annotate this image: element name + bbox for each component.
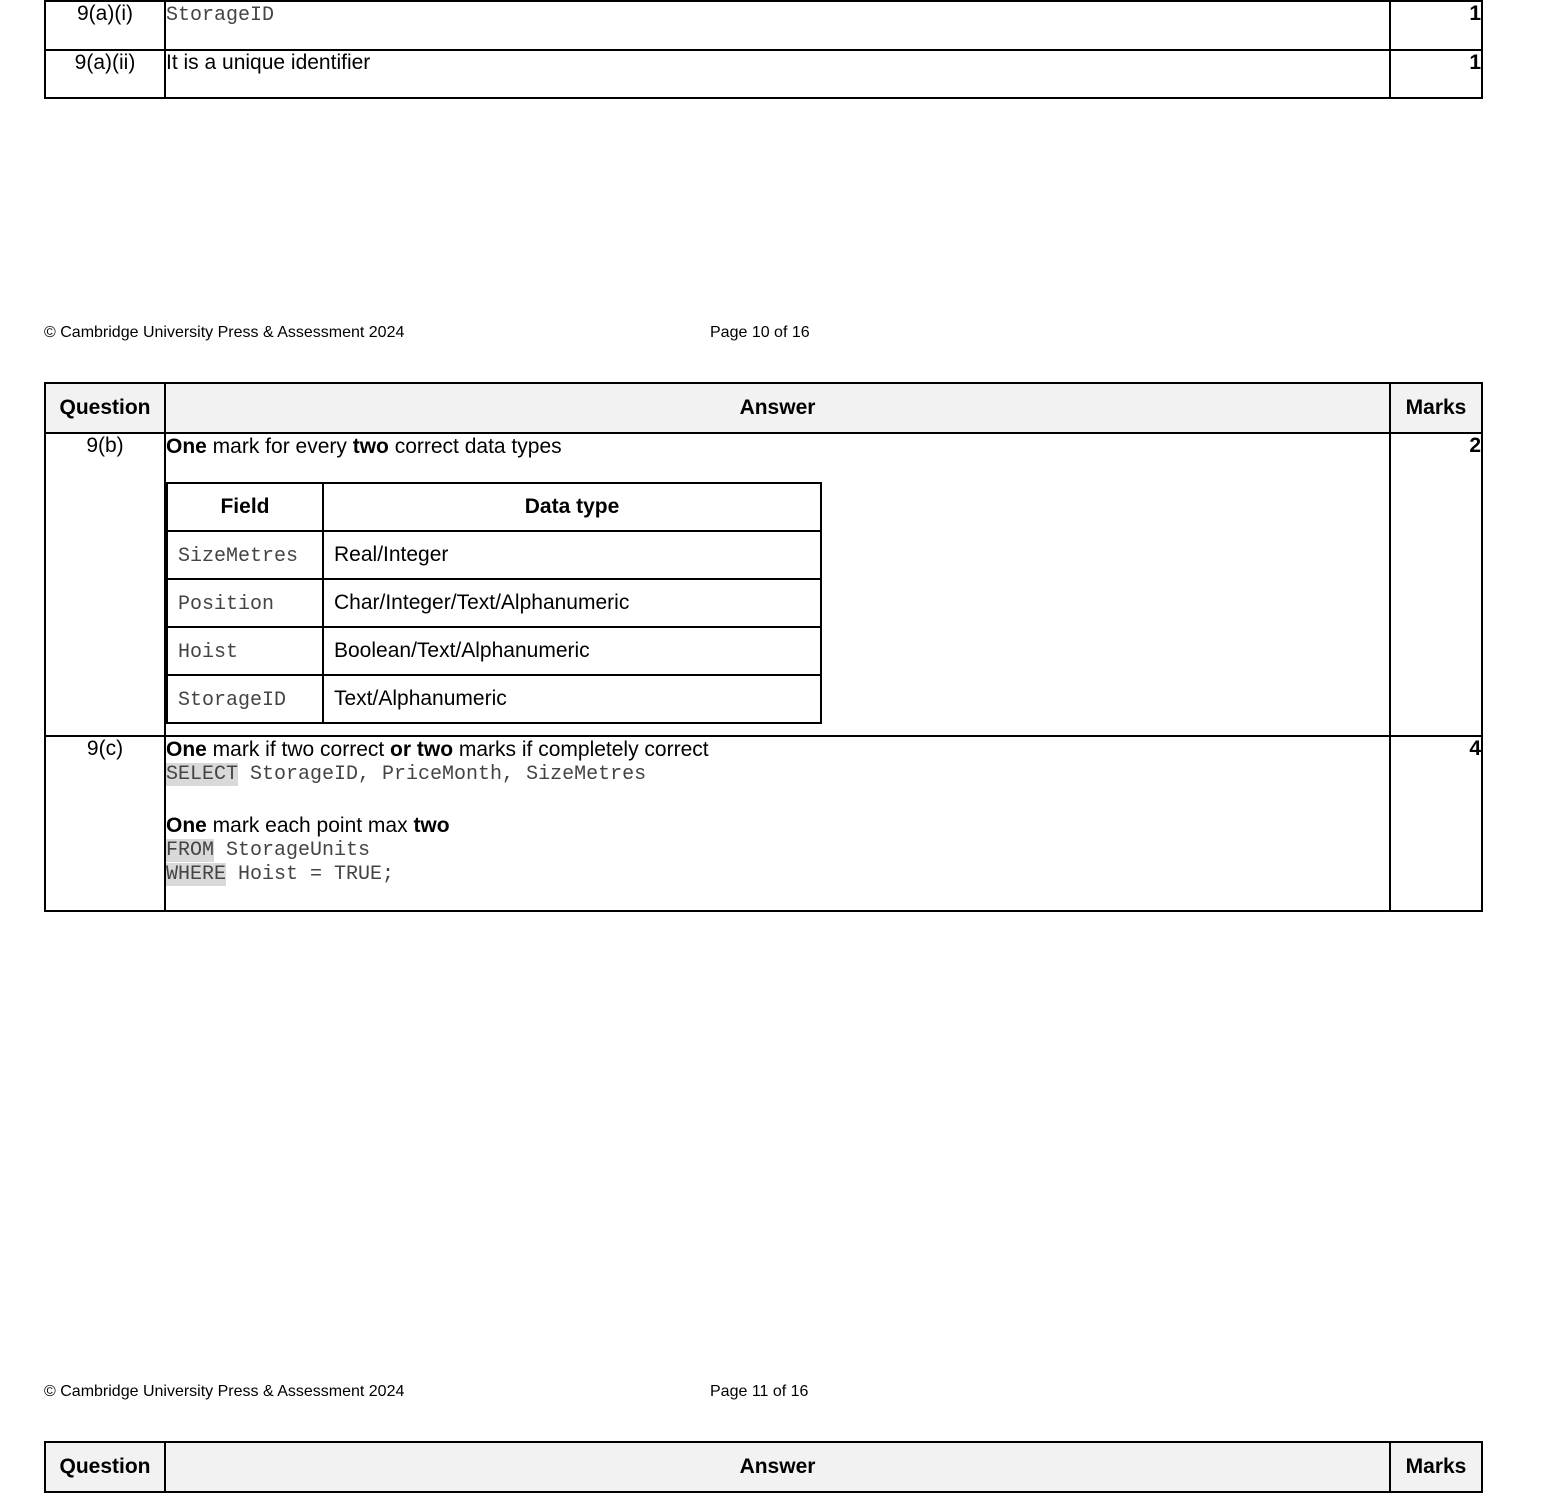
answer-cell [165, 433, 1390, 736]
field-cell [167, 531, 323, 579]
mark-instruction [166, 434, 1389, 460]
sql-text: Hoist = TRUE; [226, 863, 395, 886]
sql-text: StorageUnits [214, 839, 371, 862]
mark-instruction [166, 737, 1389, 763]
table-row [45, 50, 1482, 98]
mark-scheme-table-9b-9c [44, 382, 1483, 912]
table-row-9b [45, 433, 1482, 736]
footer-page-number: Page 11 of 16 [710, 1383, 809, 1400]
marks-cell: 1 [1390, 1, 1482, 50]
data-type-cell: Text/Alphanumeric [323, 675, 821, 723]
field-name: SizeMetres [178, 544, 299, 568]
footer-page-number: Page 10 of 16 [710, 324, 810, 341]
answer-cell [165, 1, 1390, 50]
text: marks if completely correct [453, 738, 709, 761]
bold-text: or two [390, 738, 454, 761]
field-name: StorageID [178, 688, 287, 712]
field-name: Hoist [178, 640, 239, 664]
mark-scheme-table-9a [44, 0, 1483, 99]
bold-text: two [413, 814, 450, 837]
answer-cell: It is a unique identifier [165, 50, 1390, 98]
question-cell: 9(a)(i) [45, 1, 165, 50]
sql-select-line [166, 763, 1389, 787]
data-type-cell: Real/Integer [323, 531, 821, 579]
inner-row [167, 627, 821, 675]
mark-instruction [166, 813, 1389, 839]
table-row [45, 1, 1482, 50]
sql-keyword: SELECT [166, 763, 239, 786]
sql-keyword: FROM [166, 839, 215, 862]
marks-cell: 2 [1390, 433, 1482, 736]
inner-row [167, 675, 821, 723]
inner-row [167, 579, 821, 627]
sql-where-line [166, 863, 1389, 887]
bold-text: One [166, 814, 207, 837]
inner-header-row [167, 483, 821, 531]
field-cell [167, 627, 323, 675]
header-question: Question [45, 383, 165, 433]
marks-cell: 4 [1390, 736, 1482, 911]
text: correct data types [388, 435, 562, 458]
sql-from-line [166, 839, 1389, 863]
sql-keyword: WHERE [166, 863, 227, 886]
header-answer: Answer [165, 383, 1390, 433]
mark-scheme-table-next [44, 1441, 1483, 1493]
header-answer: Answer [165, 1442, 1390, 1492]
sql-text: StorageID, PriceMonth, SizeMetres [238, 763, 647, 786]
bold-text: two [352, 435, 389, 458]
table-row-9c [45, 736, 1482, 911]
text: mark for every [206, 435, 353, 458]
field-header: Field [167, 483, 323, 531]
text: mark each point max [206, 814, 414, 837]
data-type-header: Data type [323, 483, 821, 531]
header-question: Question [45, 1442, 165, 1492]
marks-cell: 1 [1390, 50, 1482, 98]
data-type-cell: Boolean/Text/Alphanumeric [323, 627, 821, 675]
header-row [45, 383, 1482, 433]
question-cell: 9(a)(ii) [45, 50, 165, 98]
field-cell [167, 579, 323, 627]
header-marks: Marks [1390, 383, 1482, 433]
answer-cell [165, 736, 1390, 911]
bold-text: One [166, 435, 207, 458]
header-row [45, 1442, 1482, 1492]
answer-code: StorageID [166, 4, 275, 27]
footer-copyright: © Cambridge University Press & Assessment 2024 [44, 324, 405, 341]
question-cell: 9(b) [45, 433, 165, 736]
question-cell: 9(c) [45, 736, 165, 911]
text: mark if two correct [206, 738, 391, 761]
bold-text: One [166, 738, 207, 761]
data-type-table [166, 482, 822, 724]
footer-copyright: © Cambridge University Press & Assessment 2024 [44, 1383, 405, 1400]
inner-row [167, 531, 821, 579]
field-cell [167, 675, 323, 723]
data-type-cell: Char/Integer/Text/Alphanumeric [323, 579, 821, 627]
header-marks: Marks [1390, 1442, 1482, 1492]
field-name: Position [178, 592, 275, 616]
